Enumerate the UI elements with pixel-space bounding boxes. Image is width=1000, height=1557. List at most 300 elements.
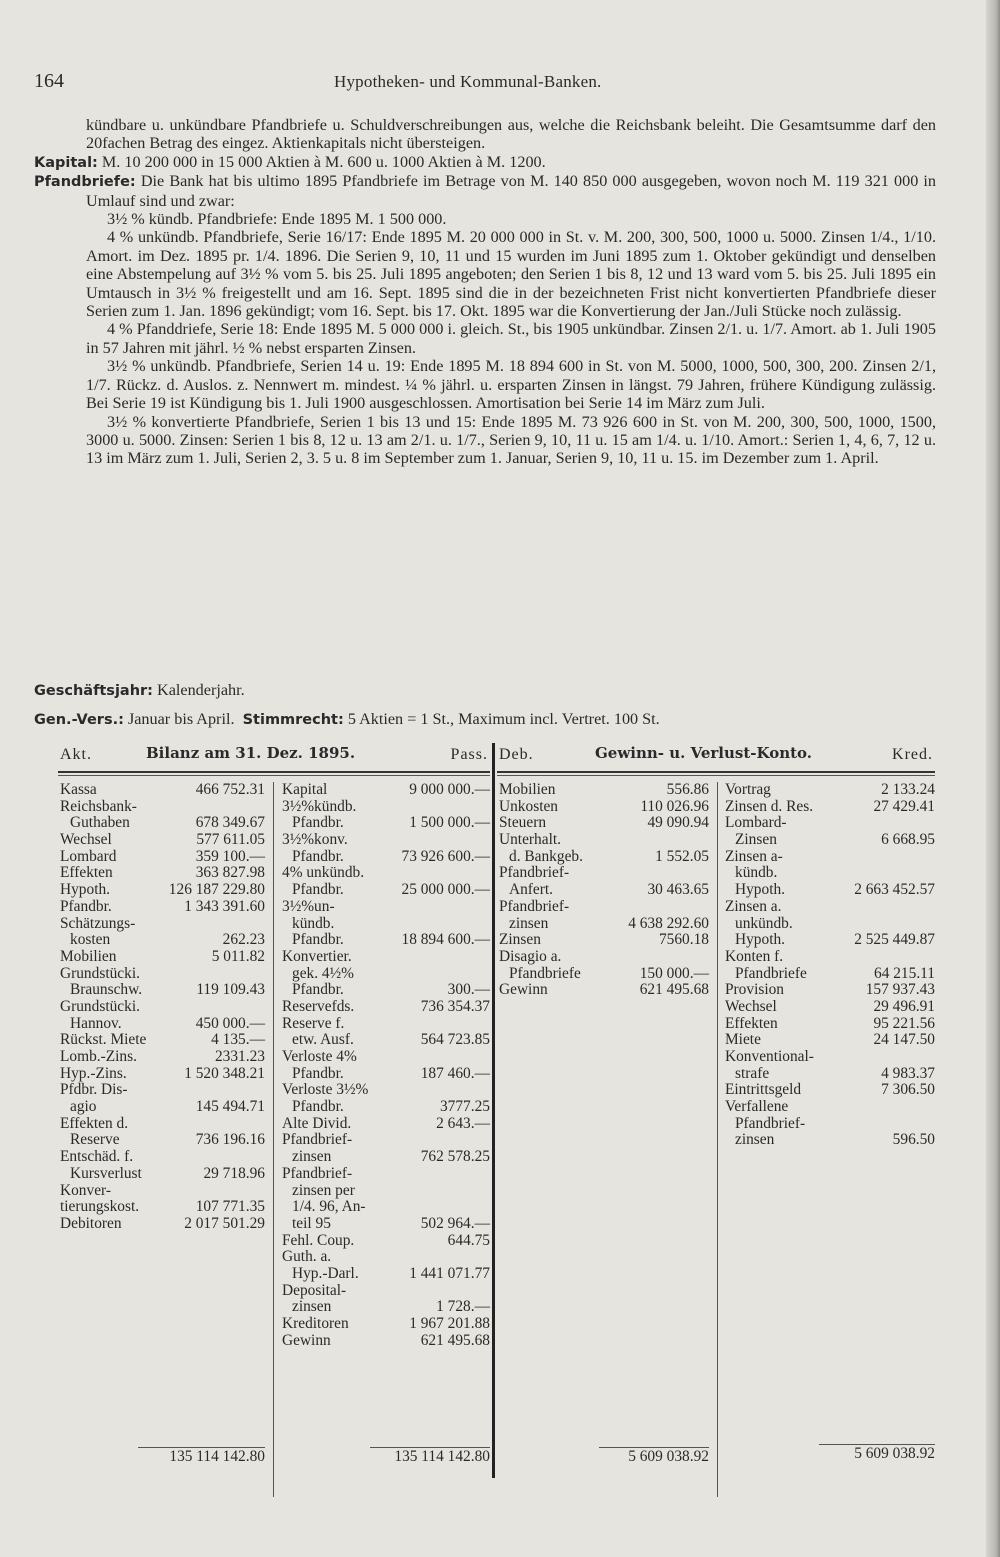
row-value: 107 771.35 xyxy=(195,1198,265,1216)
table-row xyxy=(282,1233,490,1250)
table-row xyxy=(60,1132,265,1149)
row-label: Pfandbrief- xyxy=(282,1131,353,1149)
row-label: Pfandbrief- xyxy=(735,1114,806,1132)
table-row xyxy=(282,799,490,816)
table-row xyxy=(60,1116,265,1133)
row-label: agio xyxy=(70,1098,97,1116)
row-value: 1 728.— xyxy=(436,1298,490,1316)
table-row xyxy=(725,949,935,966)
row-label: 3½%un- xyxy=(282,897,335,915)
row-value: 4 135.— xyxy=(211,1031,265,1049)
row-label: Braunschw. xyxy=(70,981,143,999)
row-value: 1 552.05 xyxy=(655,847,709,865)
row-label: Kassa xyxy=(60,781,97,798)
table-row xyxy=(282,982,490,999)
row-value: 29 718.96 xyxy=(203,1164,265,1182)
table-row xyxy=(725,999,935,1016)
row-label: Pfandbr. xyxy=(292,814,344,832)
row-label: Wechsel xyxy=(60,831,112,849)
row-value: 2 133.24 xyxy=(881,781,935,798)
row-label: Pfandbr. xyxy=(292,1098,344,1116)
row-label: 3½%kündb. xyxy=(282,797,357,815)
row-value: 359 100.— xyxy=(195,847,265,865)
row-label: zinsen xyxy=(735,1131,775,1149)
row-label: Zinsen a. xyxy=(725,897,782,915)
table-row xyxy=(725,799,935,816)
table-row xyxy=(60,1199,265,1216)
table-row xyxy=(282,1199,490,1216)
row-label: Lomb.-Zins. xyxy=(60,1048,137,1065)
row-value: 64 215.11 xyxy=(874,964,935,982)
table-row xyxy=(60,849,265,866)
kredit-head: Kred. xyxy=(892,746,933,763)
row-value: 621 495.68 xyxy=(420,1331,490,1349)
table-row xyxy=(60,1216,265,1233)
row-label: Hypoth. xyxy=(735,931,786,949)
row-label: Gewinn xyxy=(499,981,548,999)
row-label: gek. 4½% xyxy=(292,964,354,982)
row-value: 145 494.71 xyxy=(195,1098,265,1116)
row-label: Pfdbr. Dis- xyxy=(60,1081,128,1099)
table-row xyxy=(499,966,709,983)
table-row xyxy=(499,832,709,849)
pfandbriefe-label: Pfandbriefe: xyxy=(34,174,136,191)
table-row xyxy=(725,1132,935,1149)
table-row xyxy=(282,966,490,983)
total-passiva: 135 114 142.80 xyxy=(370,1447,490,1466)
table-row xyxy=(60,815,265,832)
row-value: 2 525 449.87 xyxy=(854,931,935,949)
table-row xyxy=(725,815,935,832)
table-row xyxy=(725,865,935,882)
table-row xyxy=(499,865,709,882)
row-label: 1/4. 96, An- xyxy=(292,1198,366,1216)
row-label: Konvertier. xyxy=(282,947,352,965)
row-label: Pfandbriefe xyxy=(509,964,581,982)
table-row xyxy=(282,832,490,849)
table-row xyxy=(60,899,265,916)
table-row xyxy=(60,999,265,1016)
row-label: Effekten xyxy=(725,1014,778,1032)
aktiva-column xyxy=(60,782,265,1233)
row-label: Hypoth. xyxy=(60,881,111,899)
genvers-text: Januar bis April. xyxy=(127,710,235,728)
header-rule xyxy=(497,771,935,776)
table-row xyxy=(499,882,709,899)
table-row xyxy=(725,849,935,866)
row-label: kündb. xyxy=(735,864,778,882)
row-label: kosten xyxy=(70,931,111,949)
table-row xyxy=(499,799,709,816)
pfandbrief-item: 3½ % unkündb. Pfandbriefe, Serien 14 u. 19: Ende 1895 M. 18 894 600 in St. von M. 5000, 1000, 500, 300, 200. Zinsen 2/1, 1/7. Rückz. d. Auslos. z. Nennwert m. mindest. ¼ % jährl. u. ersparten Zinsen in längst. 79 Jahren, frühere Kündigung zulässig. Bei Serie 19 ist Kündigung bis 1. Juli 1900 ausgeschlossen. Amortisation bei Serie 14 im März zum Juli. xyxy=(86,357,936,413)
row-label: Anfert. xyxy=(509,881,554,899)
row-value: 29 496.91 xyxy=(873,997,935,1015)
row-label: Konventional- xyxy=(725,1048,814,1065)
table-row xyxy=(60,1099,265,1116)
table-row xyxy=(60,882,265,899)
bilanz-title: Bilanz am 31. Dez. 1895. xyxy=(146,744,356,762)
table-row xyxy=(499,815,709,832)
table-row xyxy=(725,1099,935,1116)
row-label: Kapital xyxy=(282,781,328,798)
table-row xyxy=(60,1149,265,1166)
passiva-head: Pass. xyxy=(450,746,488,763)
table-row xyxy=(282,1099,490,1116)
row-label: Pfandbrief- xyxy=(499,864,570,882)
row-label: Unterhalt. xyxy=(499,831,561,849)
table-row xyxy=(60,949,265,966)
guv-table xyxy=(497,741,935,1502)
row-value: 1 343 391.60 xyxy=(184,897,265,915)
table-row xyxy=(725,832,935,849)
table-row xyxy=(282,1283,490,1300)
table-row xyxy=(725,882,935,899)
row-label: Grundstücki. xyxy=(60,997,140,1015)
row-label: Miete xyxy=(725,1031,761,1049)
row-label: Reichsbank- xyxy=(60,797,137,815)
table-row xyxy=(282,1082,490,1099)
table-row xyxy=(60,832,265,849)
intro-paragraph: kündbare u. unkündbare Pfandbriefe u. Schuldverschreibungen aus, welche die Reichsbank beleiht. Die Gesamtsumme darf den 20fachen Betrag des eingez. Aktienkapitals nicht übersteigen. xyxy=(86,116,936,153)
table-row xyxy=(282,1116,490,1133)
header-rule xyxy=(58,771,490,776)
row-value: 1 500 000.— xyxy=(409,814,490,832)
table-row xyxy=(282,1132,490,1149)
row-value: 2 663 452.57 xyxy=(854,881,935,899)
row-label: kündb. xyxy=(292,914,335,932)
row-label: Zinsen d. Res. xyxy=(725,797,814,815)
table-row xyxy=(499,949,709,966)
table-row xyxy=(282,1066,490,1083)
table-row xyxy=(60,799,265,816)
table-row xyxy=(60,932,265,949)
row-value: 762 578.25 xyxy=(420,1148,490,1166)
row-label: Pfandbr. xyxy=(292,931,344,949)
row-label: Pfandbr. xyxy=(60,897,112,915)
table-row xyxy=(60,1066,265,1083)
table-row xyxy=(282,1166,490,1183)
row-label: Effekten xyxy=(60,864,113,882)
row-label: Vortrag xyxy=(725,781,771,798)
pfandbriefe-text: Die Bank hat bis ultimo 1895 Pfandbriefe im Betrage von M. 140 850 000 ausgegeben, wovon noch M. 119 321 000 in Umlauf sind und zwar: xyxy=(86,172,936,210)
row-label: Mobilien xyxy=(499,781,556,798)
row-label: Pfandbriefe xyxy=(735,964,807,982)
row-value: 95 221.56 xyxy=(873,1014,935,1032)
table-row xyxy=(282,1149,490,1166)
geschaeftsjahr-label: Geschäftsjahr: xyxy=(34,683,153,699)
running-title: Hypotheken- und Kommunal-Banken. xyxy=(334,72,602,91)
table-row xyxy=(725,1016,935,1033)
row-value: 49 090.94 xyxy=(647,814,709,832)
table-separator xyxy=(492,743,495,1478)
passiva-column xyxy=(282,782,490,1349)
row-label: Disagio a. xyxy=(499,947,562,965)
table-row xyxy=(282,999,490,1016)
row-label: Alte Divid. xyxy=(282,1114,352,1132)
row-label: Lombard xyxy=(60,847,117,865)
row-label: Rückst. Miete xyxy=(60,1031,147,1049)
table-row xyxy=(725,1066,935,1083)
row-label: zinsen xyxy=(292,1298,332,1316)
row-value: 466 752.31 xyxy=(195,781,265,798)
geschaeftsjahr-text: Kalenderjahr. xyxy=(157,681,245,699)
row-value: 27 429.41 xyxy=(873,797,935,815)
page-edge xyxy=(986,0,1000,1557)
row-label: tierungskost. xyxy=(60,1198,140,1216)
row-label: d. Bankgeb. xyxy=(509,847,583,865)
table-row xyxy=(725,932,935,949)
total-aktiva: 135 114 142.80 xyxy=(138,1447,265,1466)
guv-header xyxy=(497,741,935,769)
table-row xyxy=(282,1266,490,1283)
column-divider xyxy=(717,782,718,1497)
row-value: 556.86 xyxy=(666,781,709,798)
row-label: Kursverlust xyxy=(70,1164,142,1182)
row-label: zinsen xyxy=(509,914,549,932)
genvers-line xyxy=(34,710,954,729)
table-row xyxy=(60,782,265,799)
table-row xyxy=(499,932,709,949)
pfandbrief-item: 4 % unkündb. Pfandbriefe, Serie 16/17: Ende 1895 M. 20 000 000 in St. v. M. 200, 300, 500, 1000 u. 5000. Zinsen 1/4., 1/10. Amort. im Dez. 1895 pr. 1/4. 1896. Die Serien 9, 10, 11 und 15 wurden im Juni 1895 zum 1. Oktober gekündigt und denselben eine Abstempelung auf 3½ % vom 5. bis 25. Juli 1895 angeboten; den Serien 1 bis 8, 12 und 13 ward vom 5. bis 25. Juli 1895 ein Umtausch in 3½ % freigestellt und am 16. Sept. 1895 sind die in der bezeichneten Frist nicht konvertierten Pfandbriefe dieser Serien zum 1. Jan. 1896 gekündigt; vom 16. Sept. bis 17. Okt. 1895 war die Konvertierung der Jan./Juli Stücke noch zulässig. xyxy=(86,228,936,321)
table-row xyxy=(60,865,265,882)
table-row xyxy=(282,932,490,949)
row-value: 25 000 000.— xyxy=(401,881,490,899)
genvers-label: Gen.-Vers.: xyxy=(34,712,124,728)
table-row xyxy=(725,1116,935,1133)
row-value: 736 196.16 xyxy=(195,1131,265,1149)
aktiva-head: Akt. xyxy=(60,746,92,763)
pfandbriefe-paragraph xyxy=(34,172,936,210)
page-header xyxy=(34,70,934,100)
row-label: Schätzungs- xyxy=(60,914,136,932)
row-value: 2331.23 xyxy=(214,1048,265,1065)
row-label: teil 95 xyxy=(292,1214,331,1232)
debet-head: Deb. xyxy=(499,746,534,763)
row-label: Verloste 4% xyxy=(282,1048,357,1065)
debet-column xyxy=(499,782,709,999)
row-value: 577 611.05 xyxy=(196,831,265,849)
row-label: Hypoth. xyxy=(735,881,786,899)
row-label: Steuern xyxy=(499,814,547,832)
row-label: Provision xyxy=(725,981,785,999)
row-label: Verloste 3½% xyxy=(282,1081,369,1099)
row-value: 2 643.— xyxy=(436,1114,490,1132)
row-label: Zinsen a- xyxy=(725,847,783,865)
kapital-label: Kapital: xyxy=(34,154,98,171)
row-label: Debitoren xyxy=(60,1214,122,1232)
row-label: Lombard- xyxy=(725,814,787,832)
row-value: 644.75 xyxy=(447,1231,490,1249)
table-row xyxy=(499,849,709,866)
table-row xyxy=(60,1032,265,1049)
table-row xyxy=(282,899,490,916)
row-value: 24 147.50 xyxy=(873,1031,935,1049)
row-label: Grundstücki. xyxy=(60,964,140,982)
table-row xyxy=(282,1316,490,1333)
table-row xyxy=(282,865,490,882)
row-value: 187 460.— xyxy=(420,1064,490,1082)
row-label: etw. Ausf. xyxy=(292,1031,354,1049)
table-row xyxy=(60,1049,265,1066)
row-value: 3777.25 xyxy=(439,1098,490,1116)
row-value: 678 349.67 xyxy=(195,814,265,832)
row-value: 7560.18 xyxy=(658,931,709,949)
row-value: 18 894 600.— xyxy=(401,931,490,949)
table-row xyxy=(60,1016,265,1033)
table-row xyxy=(725,966,935,983)
total-kredit: 5 609 038.92 xyxy=(819,1444,935,1463)
row-label: Mobilien xyxy=(60,947,117,965)
row-label: Hannov. xyxy=(70,1014,122,1032)
row-label: Guthaben xyxy=(70,814,130,832)
row-label: Pfandbr. xyxy=(292,881,344,899)
row-label: 3½%konv. xyxy=(282,831,348,849)
row-label: Hyp.-Zins. xyxy=(60,1064,127,1082)
total-debet: 5 609 038.92 xyxy=(599,1447,709,1466)
stimmrecht-text: 5 Aktien = 1 St., Maximum incl. Vertret. 100 St. xyxy=(347,710,660,728)
table-row xyxy=(60,1166,265,1183)
table-row xyxy=(282,1016,490,1033)
row-label: Pfandbrief- xyxy=(282,1164,353,1182)
row-value: 1 967 201.88 xyxy=(409,1315,490,1332)
row-value: 119 109.43 xyxy=(196,981,265,999)
row-value: 9 000 000.— xyxy=(409,781,490,798)
table-row xyxy=(725,1032,935,1049)
row-label: Pfandbr. xyxy=(292,981,344,999)
row-label: Eintrittsgeld xyxy=(725,1081,802,1099)
table-row xyxy=(725,916,935,933)
bilanz-header xyxy=(58,741,490,769)
row-label: Effekten d. xyxy=(60,1114,129,1132)
row-value: 300.— xyxy=(447,981,490,999)
row-label: Hyp.-Darl. xyxy=(292,1264,359,1282)
table-row xyxy=(282,1032,490,1049)
table-row xyxy=(60,982,265,999)
guv-columns xyxy=(497,782,935,1502)
table-row xyxy=(499,899,709,916)
row-value: 502 964.— xyxy=(420,1214,490,1232)
row-value: 596.50 xyxy=(892,1131,935,1149)
table-row xyxy=(499,782,709,799)
row-label: Reserve f. xyxy=(282,1014,345,1032)
table-row xyxy=(282,782,490,799)
table-row xyxy=(60,966,265,983)
row-label: Guth. a. xyxy=(282,1248,332,1266)
row-value: 110 026.96 xyxy=(640,797,709,815)
row-value: 157 937.43 xyxy=(865,981,935,999)
page-number: 164 xyxy=(34,70,64,92)
row-label: Verfallene xyxy=(725,1098,789,1116)
kapital-paragraph xyxy=(34,153,936,172)
table-row xyxy=(282,849,490,866)
row-value: 150 000.— xyxy=(639,964,709,982)
kredit-column xyxy=(725,782,935,1149)
table-row xyxy=(282,815,490,832)
row-label: Fehl. Coup. xyxy=(282,1231,355,1249)
row-label: zinsen per xyxy=(292,1181,355,1199)
row-label: Unkosten xyxy=(499,797,558,815)
row-label: Reservefds. xyxy=(282,997,355,1015)
table-row xyxy=(60,1082,265,1099)
row-label: Deposital- xyxy=(282,1281,347,1299)
row-value: 1 520 348.21 xyxy=(184,1064,265,1082)
row-label: Zinsen xyxy=(499,931,541,949)
guv-title: Gewinn- u. Verlust-Konto. xyxy=(595,744,812,762)
column-divider xyxy=(273,782,274,1497)
row-value: 363 827.98 xyxy=(195,864,265,882)
table-row xyxy=(282,949,490,966)
table-row xyxy=(282,1333,490,1350)
table-row xyxy=(282,1216,490,1233)
row-label: Konver- xyxy=(60,1181,111,1199)
table-row xyxy=(282,1249,490,1266)
row-value: 73 926 600.— xyxy=(401,847,490,865)
row-label: strafe xyxy=(735,1064,770,1082)
row-label: Entschäd. f. xyxy=(60,1148,134,1166)
row-value: 262.23 xyxy=(222,931,265,949)
table-row xyxy=(499,982,709,999)
row-label: Zinsen xyxy=(735,831,777,849)
row-label: Konten f. xyxy=(725,947,784,965)
row-label: unkündb. xyxy=(735,914,793,932)
row-value: 450 000.— xyxy=(195,1014,265,1032)
table-row xyxy=(282,1299,490,1316)
table-row xyxy=(60,916,265,933)
table-row xyxy=(725,899,935,916)
pfandbrief-item: 4 % Pfanddriefe, Serie 18: Ende 1895 M. 5 000 000 i. gleich. St., bis 1905 unkündbar. Zinsen 2/1. u. 1/7. Amort. ab 1. Juli 1905 in 57 Jahren mit jährl. ½ % nebst ersparten Zinsen. xyxy=(86,320,936,357)
body-text xyxy=(34,116,936,468)
row-label: Wechsel xyxy=(725,997,777,1015)
row-value: 7 306.50 xyxy=(881,1081,935,1099)
row-value: 126 187 229.80 xyxy=(168,881,265,899)
table-row xyxy=(725,982,935,999)
row-value: 6 668.95 xyxy=(881,831,935,849)
table-row xyxy=(282,1183,490,1200)
row-label: 4% unkündb. xyxy=(282,864,365,882)
row-value: 564 723.85 xyxy=(420,1031,490,1049)
row-label: Kreditoren xyxy=(282,1315,349,1332)
row-label: Pfandbr. xyxy=(292,1064,344,1082)
row-value: 736 354.37 xyxy=(420,997,490,1015)
row-label: Pfandbr. xyxy=(292,847,344,865)
row-label: Gewinn xyxy=(282,1331,331,1349)
bilanz-table xyxy=(58,741,490,1502)
row-value: 4 983.37 xyxy=(881,1064,935,1082)
row-value: 2 017 501.29 xyxy=(184,1214,265,1232)
table-row xyxy=(725,782,935,799)
row-value: 4 638 292.60 xyxy=(628,914,709,932)
stimmrecht-label: Stimmrecht: xyxy=(242,712,344,728)
table-row xyxy=(282,1049,490,1066)
kapital-text: M. 10 200 000 in 15 000 Aktien à M. 600 u. 1000 Aktien à M. 1200. xyxy=(101,152,546,171)
table-row xyxy=(499,916,709,933)
geschaeftsjahr-line xyxy=(34,681,954,700)
row-value: 1 441 071.77 xyxy=(409,1264,490,1282)
table-row xyxy=(725,1049,935,1066)
row-value: 621 495.68 xyxy=(639,981,709,999)
bilanz-columns xyxy=(58,782,490,1502)
row-label: zinsen xyxy=(292,1148,332,1166)
table-row xyxy=(725,1082,935,1099)
table-row xyxy=(282,882,490,899)
row-value: 5 011.82 xyxy=(211,947,265,965)
table-row xyxy=(282,916,490,933)
pfandbrief-item: 3½ % kündb. Pfandbriefe: Ende 1895 M. 1 500 000. xyxy=(107,210,447,229)
row-label: Pfandbrief- xyxy=(499,897,570,915)
row-value: 30 463.65 xyxy=(647,881,709,899)
row-label: Reserve xyxy=(70,1131,120,1149)
table-row xyxy=(60,1183,265,1200)
